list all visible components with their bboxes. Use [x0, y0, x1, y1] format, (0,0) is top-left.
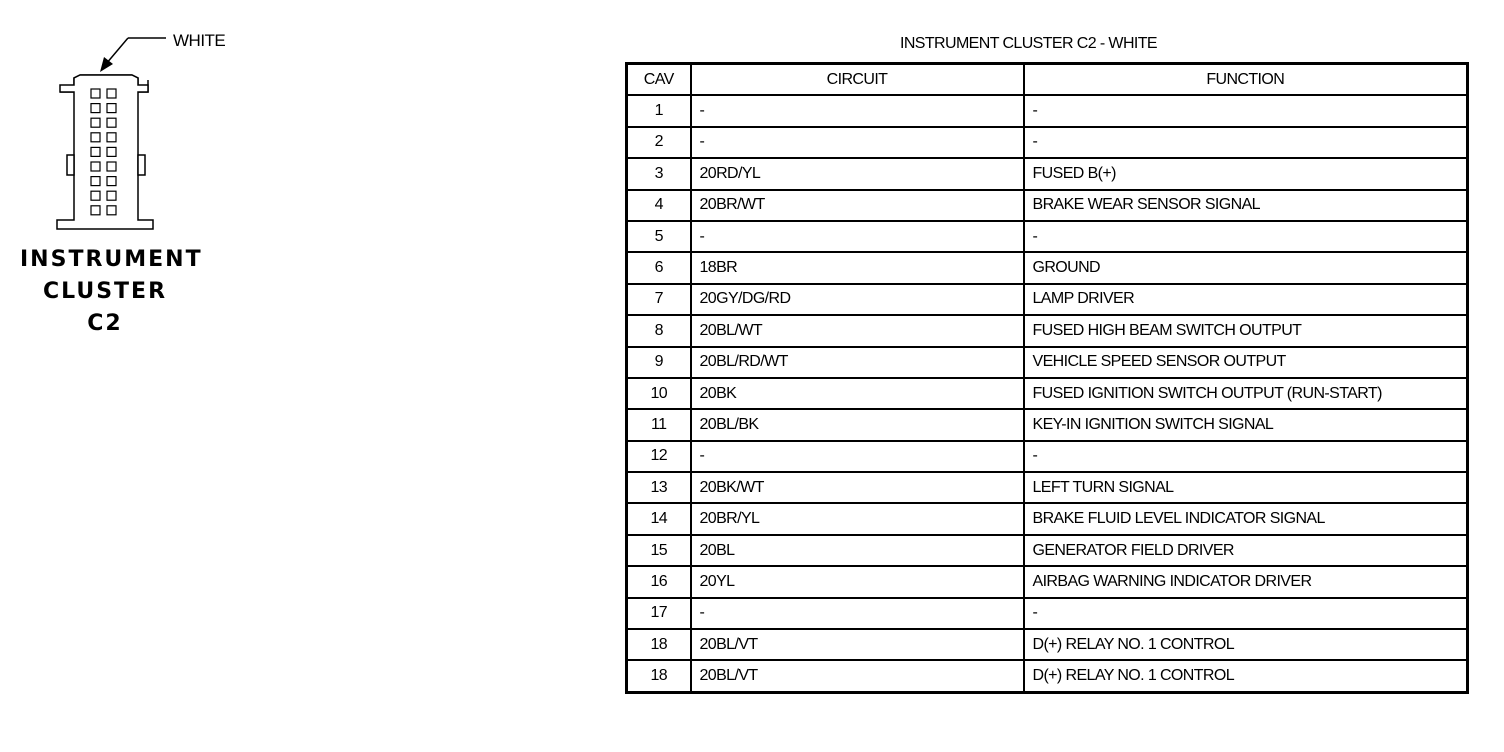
cell-circuit: 20BK [691, 378, 1024, 409]
cell-function: FUSED B(+) [1024, 158, 1468, 189]
cell-function: FUSED HIGH BEAM SWITCH OUTPUT [1024, 315, 1468, 346]
table-row [627, 284, 1468, 315]
cavity [91, 147, 100, 156]
cell-function: - [1024, 95, 1468, 126]
cell-function: - [1024, 221, 1468, 252]
cell-cav: 5 [627, 221, 691, 252]
table-row [627, 315, 1468, 346]
cell-circuit: 20BR/YL [691, 503, 1024, 534]
table-row [627, 535, 1468, 566]
cavity [91, 206, 100, 215]
table-body [627, 95, 1468, 692]
table-header-row [627, 64, 1468, 96]
cell-circuit: 20BR/WT [691, 190, 1024, 221]
cell-function: KEY-IN IGNITION SWITCH SIGNAL [1024, 409, 1468, 440]
cavity [107, 118, 116, 127]
cell-circuit: - [691, 95, 1024, 126]
cell-circuit: - [691, 598, 1024, 629]
cell-circuit: 20BL/WT [691, 315, 1024, 346]
cell-circuit: - [691, 221, 1024, 252]
cell-cav: 9 [627, 347, 691, 378]
cell-circuit: 18BR [691, 252, 1024, 283]
cell-circuit: 20BL/RD/WT [691, 347, 1024, 378]
table-row [627, 629, 1468, 660]
cell-circuit: 20BL/VT [691, 660, 1024, 692]
table-row [627, 598, 1468, 629]
cell-cav: 3 [627, 158, 691, 189]
cell-cav: 18 [627, 629, 691, 660]
cell-circuit: 20YL [691, 566, 1024, 597]
connector-shell [57, 75, 153, 229]
cell-circuit: 20GY/DG/RD [691, 284, 1024, 315]
cell-circuit: - [691, 127, 1024, 158]
cavity [91, 177, 100, 186]
cell-cav: 15 [627, 535, 691, 566]
cell-cav: 18 [627, 660, 691, 692]
cell-circuit: 20BK/WT [691, 472, 1024, 503]
table-row [627, 566, 1468, 597]
right-latch [138, 155, 145, 175]
cell-function: AIRBAG WARNING INDICATOR DRIVER [1024, 566, 1468, 597]
cell-cav: 8 [627, 315, 691, 346]
cell-circuit: 20BL [691, 535, 1024, 566]
connector-drawing [0, 0, 260, 250]
leader-arrow [106, 38, 166, 64]
table-row [627, 378, 1468, 409]
cavity [91, 191, 100, 200]
cell-circuit: 20BL/BK [691, 409, 1024, 440]
cell-cav: 14 [627, 503, 691, 534]
cavity [91, 162, 100, 171]
table-row [627, 190, 1468, 221]
arrow-head-icon [100, 57, 113, 72]
connector-color-label: WHITE [173, 31, 226, 50]
cell-cav: 12 [627, 441, 691, 472]
cavity [107, 133, 116, 142]
cell-function: D(+) RELAY NO. 1 CONTROL [1024, 660, 1468, 692]
cell-circuit: - [691, 441, 1024, 472]
cell-function: FUSED IGNITION SWITCH OUTPUT (RUN-START) [1024, 378, 1468, 409]
cell-function: BRAKE WEAR SENSOR SIGNAL [1024, 190, 1468, 221]
connector-name-line-2: CLUSTER [42, 279, 168, 304]
cell-circuit: 20RD/YL [691, 158, 1024, 189]
table-row [627, 221, 1468, 252]
table-row [627, 409, 1468, 440]
cell-function: - [1024, 598, 1468, 629]
cell-cav: 16 [627, 566, 691, 597]
cavity [107, 177, 116, 186]
table-row [627, 660, 1468, 692]
cavity [91, 133, 100, 142]
table-row [627, 441, 1468, 472]
header-circuit: CIRCUIT [691, 64, 1024, 96]
cell-function: GROUND [1024, 252, 1468, 283]
table-row [627, 252, 1468, 283]
cavity [107, 89, 116, 98]
cell-circuit: 20BL/VT [691, 629, 1024, 660]
table-row [627, 472, 1468, 503]
header-function: FUNCTION [1024, 64, 1468, 96]
header-cav: CAV [627, 64, 691, 96]
cell-function: VEHICLE SPEED SENSOR OUTPUT [1024, 347, 1468, 378]
cavity [107, 104, 116, 113]
cell-cav: 1 [627, 95, 691, 126]
cavity [91, 89, 100, 98]
cavity [107, 147, 116, 156]
cell-cav: 4 [627, 190, 691, 221]
left-latch [67, 155, 74, 175]
connector-name-line-1: INSTRUMENT [20, 247, 203, 272]
cell-function: D(+) RELAY NO. 1 CONTROL [1024, 629, 1468, 660]
cell-function: - [1024, 127, 1468, 158]
table-row [627, 95, 1468, 126]
cell-cav: 6 [627, 252, 691, 283]
connector-name-line-3: C2 [87, 311, 123, 336]
cell-cav: 11 [627, 409, 691, 440]
connector-figure [0, 0, 260, 360]
cell-function: BRAKE FLUID LEVEL INDICATOR SIGNAL [1024, 503, 1468, 534]
table-title: INSTRUMENT CLUSTER C2 - WHITE [900, 35, 1157, 52]
cell-function: GENERATOR FIELD DRIVER [1024, 535, 1468, 566]
cell-function: - [1024, 441, 1468, 472]
cell-cav: 10 [627, 378, 691, 409]
table-row [627, 158, 1468, 189]
cell-cav: 17 [627, 598, 691, 629]
table-row [627, 503, 1468, 534]
cell-function: LAMP DRIVER [1024, 284, 1468, 315]
cavity [91, 104, 100, 113]
cavity [107, 162, 116, 171]
table-row [627, 127, 1468, 158]
cell-cav: 2 [627, 127, 691, 158]
cavity [107, 206, 116, 215]
cell-function: LEFT TURN SIGNAL [1024, 472, 1468, 503]
cell-cav: 7 [627, 284, 691, 315]
cavity [91, 118, 100, 127]
cavity [107, 191, 116, 200]
table-row [627, 347, 1468, 378]
pinout-table [625, 62, 1469, 694]
cell-cav: 13 [627, 472, 691, 503]
